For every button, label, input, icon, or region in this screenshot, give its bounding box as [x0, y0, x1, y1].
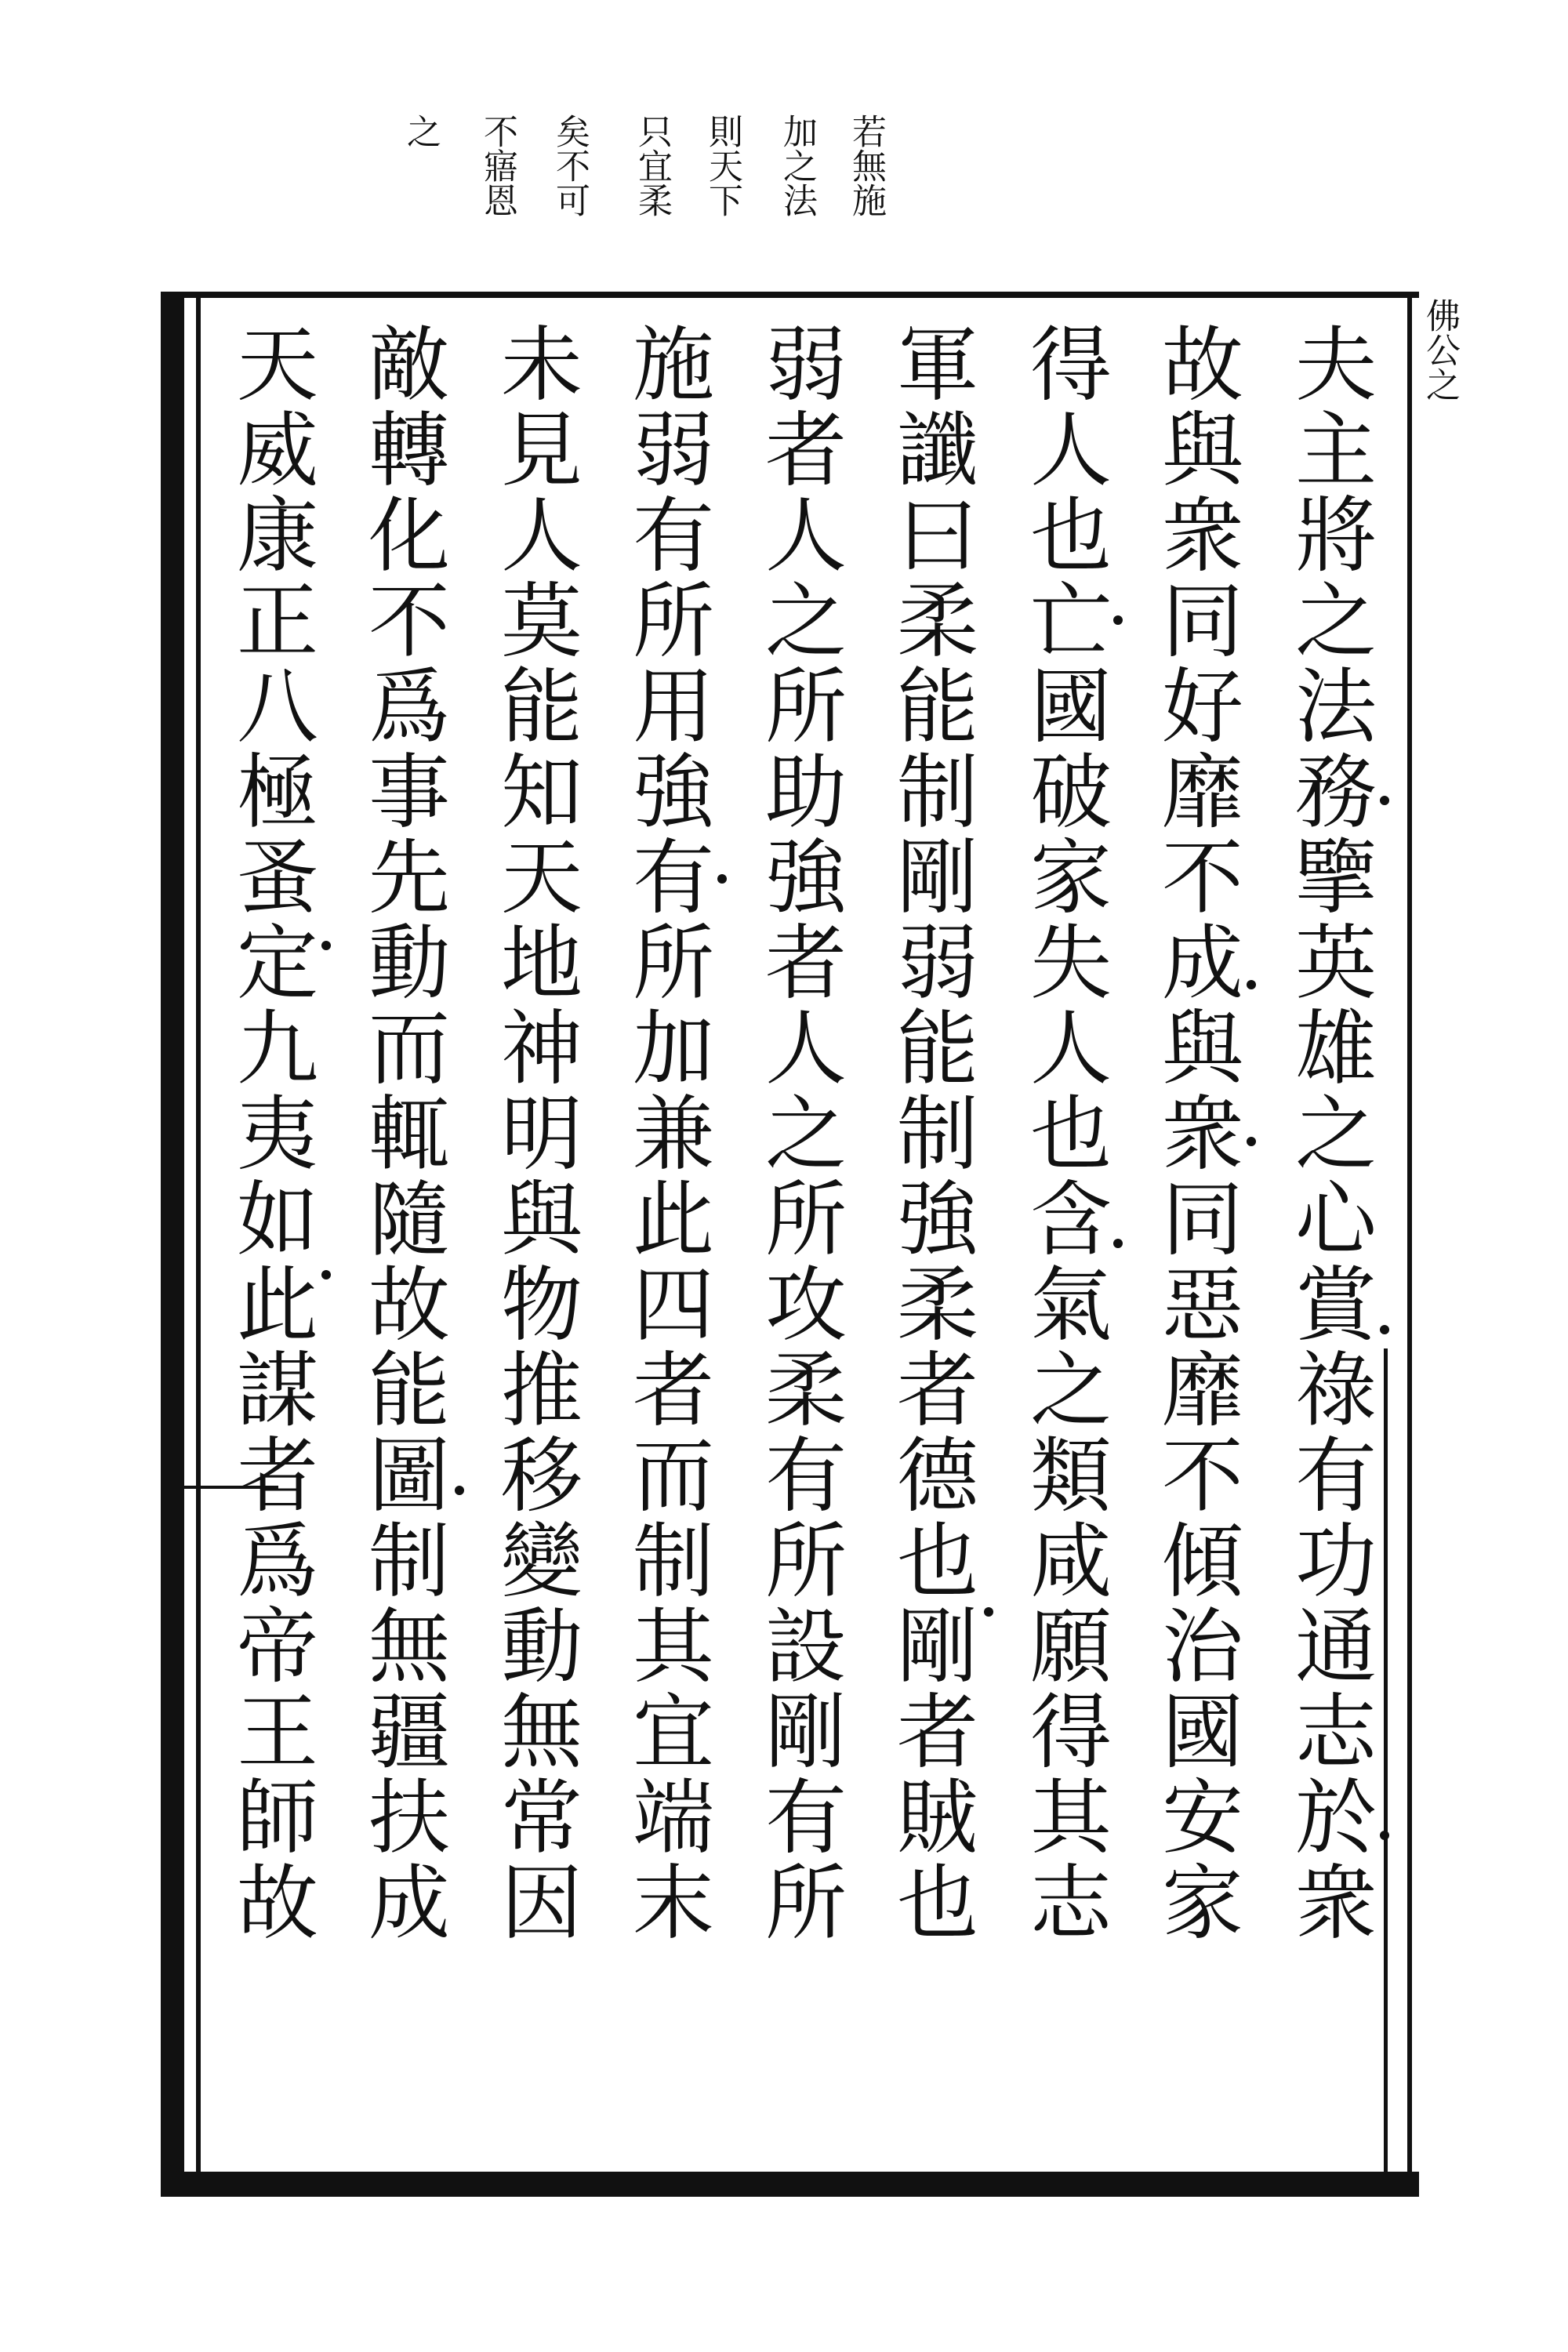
top-note-4: 只宜柔 [632, 114, 672, 217]
punctuation-mark [1113, 615, 1123, 625]
text-column-6: 施弱有所用強有所加兼此四者而制其宜端末 [619, 321, 714, 1945]
punctuation-mark [1247, 980, 1256, 989]
text-column-7: 未見人莫能知天地神明與物推移變動無常因 [487, 321, 583, 1945]
frame-top-border [161, 292, 1419, 298]
punctuation-mark [1380, 796, 1389, 805]
punctuation-mark [717, 874, 727, 884]
text-column-8: 敵轉化不爲事先動而輒隨故能圖制無疆扶成 [354, 321, 450, 1945]
top-note-2: 加之法 [777, 114, 817, 217]
adjacent-page-edge: 佛公之 [1420, 298, 1460, 401]
punctuation-mark [455, 1486, 464, 1495]
frame-right-border [1407, 292, 1412, 2181]
punctuation-mark [321, 1270, 331, 1279]
top-note-3: 則天下 [702, 114, 742, 217]
text-column-4: 軍讖曰柔能制剛弱能制強柔者德也剛者賊也 [883, 321, 978, 1945]
frame-left-border [161, 292, 184, 2197]
top-note-5: 矣不可 [550, 114, 590, 217]
text-column-9: 天威康正八極蚤定九夷如此謀者爲帝王師故 [223, 321, 318, 1945]
punctuation-mark [1113, 1239, 1123, 1248]
text-column-5: 弱者人之所助強者人之所攻柔有所設剛有所 [751, 321, 847, 1945]
punctuation-mark [1380, 1831, 1389, 1840]
text-column-2: 故與衆同好靡不成與衆同惡靡不傾治國安家 [1148, 321, 1243, 1945]
punctuation-mark [984, 1607, 993, 1617]
top-note-7: 之 [401, 114, 441, 148]
text-column-3: 得人也亡國破家失人也含氣之類咸願得其志 [1016, 321, 1112, 1945]
text-column-1: 夫主將之法務擥英雄之心賞祿有功通志於衆 [1281, 321, 1377, 1945]
top-note-6: 不寤恩 [477, 114, 517, 217]
punctuation-mark [1247, 1137, 1256, 1146]
punctuation-mark [1380, 1325, 1389, 1334]
top-note-1: 若無施 [846, 114, 886, 217]
frame-inner-left-border [196, 298, 201, 2172]
punctuation-mark [321, 941, 331, 950]
